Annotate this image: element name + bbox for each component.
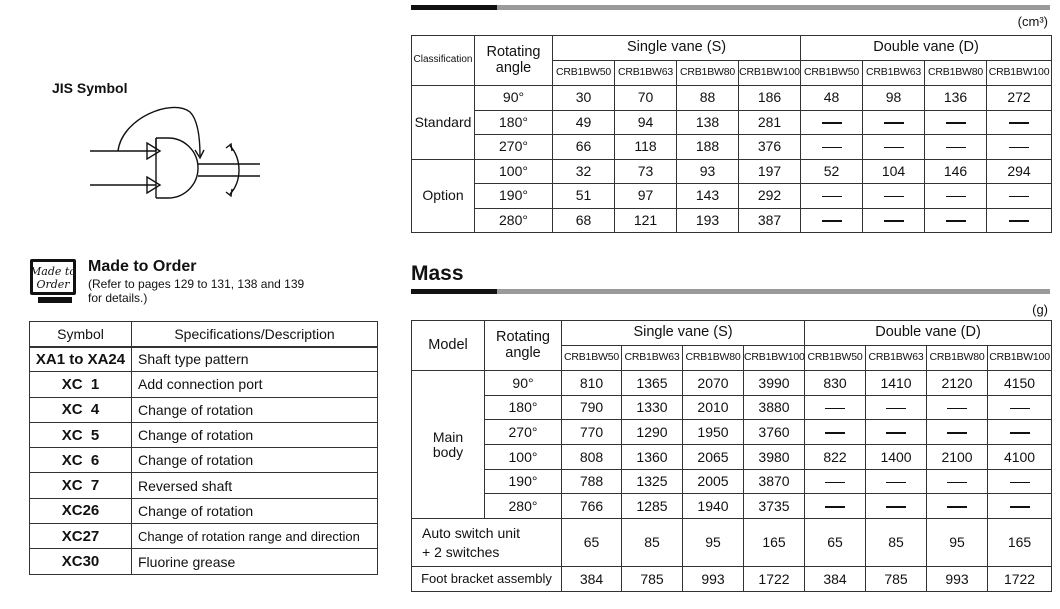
model-column-header: CRB1BW50: [553, 61, 615, 86]
value-cell: 4150: [988, 371, 1052, 396]
value-cell: [805, 420, 866, 445]
angle-cell: 180°: [475, 110, 553, 135]
dash-mark: [825, 432, 845, 434]
value-cell: 138: [677, 110, 739, 135]
dash-mark: [947, 408, 967, 410]
description-cell: Change of rotation: [132, 422, 378, 447]
table-row: [30, 372, 378, 397]
value-cell: 3980: [744, 445, 805, 470]
mass-title: Mass: [411, 262, 464, 285]
value-cell: [987, 208, 1052, 233]
mass-section-rule: [411, 289, 1050, 294]
value-cell: [987, 135, 1052, 160]
value-cell: [925, 208, 987, 233]
angle-cell: 90°: [485, 371, 562, 396]
dash-mark: [825, 506, 845, 508]
value-cell: 1330: [622, 395, 683, 420]
dash-mark: [884, 122, 904, 124]
model-column-header: CRB1BW63: [622, 346, 683, 371]
value-cell: 1360: [622, 445, 683, 470]
angle-cell: 190°: [475, 184, 553, 209]
value-cell: 766: [562, 494, 622, 519]
table-row: [30, 498, 378, 523]
value-cell: [866, 420, 927, 445]
auto-switch-label-line: + 2 switches: [422, 543, 500, 560]
value-cell: [863, 135, 925, 160]
value-cell: 2005: [683, 469, 744, 494]
dash-mark: [886, 506, 906, 508]
value-cell: 186: [739, 86, 801, 111]
value-cell: [805, 395, 866, 420]
model-column-header: CRB1BW63: [863, 61, 925, 86]
value-cell: 3990: [744, 371, 805, 396]
value-cell: 48: [801, 86, 863, 111]
value-cell: 95: [927, 519, 988, 567]
symbol-cell: XC 6: [30, 448, 132, 473]
value-cell: 93: [677, 159, 739, 184]
value-cell: 830: [805, 371, 866, 396]
value-cell: 387: [739, 208, 801, 233]
angle-cell: 90°: [475, 86, 553, 111]
table-row: [412, 184, 1052, 209]
dash-mark: [1009, 147, 1029, 149]
classification-header: Classification: [412, 36, 475, 86]
table-row: [412, 395, 1052, 420]
value-cell: [805, 494, 866, 519]
value-cell: [863, 110, 925, 135]
dash-mark: [822, 122, 842, 124]
value-cell: [863, 184, 925, 209]
value-cell: 993: [683, 567, 744, 592]
value-cell: 118: [615, 135, 677, 160]
value-cell: [866, 469, 927, 494]
value-cell: 1722: [988, 567, 1052, 592]
model-column-header: CRB1BW80: [927, 346, 988, 371]
table-row: [412, 420, 1052, 445]
value-cell: 70: [615, 86, 677, 111]
dash-mark: [886, 432, 906, 434]
svg-text:Order: Order: [36, 278, 70, 291]
description-cell: Reversed shaft: [132, 473, 378, 498]
value-cell: 3870: [744, 469, 805, 494]
value-cell: 790: [562, 395, 622, 420]
value-cell: 32: [553, 159, 615, 184]
dash-mark: [822, 196, 842, 198]
value-cell: 808: [562, 445, 622, 470]
jis-symbol-diagram: [60, 98, 270, 218]
value-cell: 2065: [683, 445, 744, 470]
value-cell: 66: [553, 135, 615, 160]
value-cell: 68: [553, 208, 615, 233]
value-cell: 85: [866, 519, 927, 567]
classification-label: Option: [412, 159, 475, 233]
value-cell: 143: [677, 184, 739, 209]
double-vane-header: Double vane (D): [801, 36, 1052, 61]
value-cell: 97: [615, 184, 677, 209]
value-cell: [863, 208, 925, 233]
angle-cell: 270°: [485, 420, 562, 445]
value-cell: 272: [987, 86, 1052, 111]
symbol-cell: XA1 to XA24: [30, 347, 132, 372]
auto-switch-row: [412, 519, 1052, 567]
value-cell: 1285: [622, 494, 683, 519]
value-cell: [866, 395, 927, 420]
value-cell: 1410: [866, 371, 927, 396]
table-row: [30, 397, 378, 422]
value-cell: 1940: [683, 494, 744, 519]
value-cell: 1722: [744, 567, 805, 592]
auto-switch-label-line: Auto switch unit: [422, 525, 521, 542]
symbol-cell: XC 1: [30, 372, 132, 397]
value-cell: 104: [863, 159, 925, 184]
main-body-label: [412, 371, 485, 519]
dash-mark: [822, 220, 842, 222]
value-cell: [927, 494, 988, 519]
value-cell: 384: [805, 567, 866, 592]
model-column-header: CRB1BW100: [739, 61, 801, 86]
value-cell: 294: [987, 159, 1052, 184]
value-cell: 810: [562, 371, 622, 396]
dash-mark: [1009, 196, 1029, 198]
value-cell: [987, 184, 1052, 209]
dash-mark: [946, 196, 966, 198]
dash-mark: [946, 220, 966, 222]
volume-unit: (cm³): [1017, 14, 1048, 29]
value-cell: 1365: [622, 371, 683, 396]
symbol-cell: XC30: [30, 549, 132, 574]
value-cell: [927, 469, 988, 494]
description-cell: Change of rotation: [132, 397, 378, 422]
symbol-header: Symbol: [30, 322, 132, 347]
svg-text:Made to: Made to: [30, 265, 76, 278]
model-column-header: CRB1BW80: [683, 346, 744, 371]
value-cell: [801, 110, 863, 135]
table-row: [412, 159, 1052, 184]
dash-mark: [1010, 408, 1030, 410]
dash-mark: [884, 196, 904, 198]
volume-table: [411, 35, 1052, 233]
value-cell: [866, 494, 927, 519]
model-column-header: CRB1BW50: [562, 346, 622, 371]
value-cell: [805, 469, 866, 494]
made-to-order-table: [29, 321, 378, 575]
dash-mark: [946, 122, 966, 124]
model-column-header: CRB1BW80: [925, 61, 987, 86]
description-cell: Change of rotation: [132, 448, 378, 473]
value-cell: 188: [677, 135, 739, 160]
value-cell: [987, 110, 1052, 135]
angle-cell: 190°: [485, 469, 562, 494]
angle-cell: 280°: [485, 494, 562, 519]
symbol-cell: XC 4: [30, 397, 132, 422]
value-cell: 136: [925, 86, 987, 111]
value-cell: [927, 420, 988, 445]
table-row: [30, 422, 378, 447]
value-cell: 376: [739, 135, 801, 160]
angle-cell: 100°: [485, 445, 562, 470]
model-column-header: CRB1BW100: [987, 61, 1052, 86]
dash-mark: [1009, 220, 1029, 222]
single-vane-header: Single vane (S): [553, 36, 801, 61]
value-cell: 85: [622, 519, 683, 567]
angle-cell: 180°: [485, 395, 562, 420]
model-column-header: CRB1BW80: [677, 61, 739, 86]
dash-mark: [884, 147, 904, 149]
angle-cell: 280°: [475, 208, 553, 233]
model-column-header: CRB1BW63: [615, 61, 677, 86]
angle-cell: 100°: [475, 159, 553, 184]
value-cell: [801, 208, 863, 233]
dash-mark: [822, 147, 842, 149]
value-cell: 993: [927, 567, 988, 592]
table-row: [30, 347, 378, 372]
dash-mark: [884, 220, 904, 222]
made-to-order-title: Made to Order: [88, 258, 197, 275]
symbol-cell: XC 7: [30, 473, 132, 498]
jis-symbol-title: JIS Symbol: [52, 80, 128, 96]
value-cell: [801, 184, 863, 209]
value-cell: 95: [683, 519, 744, 567]
foot-bracket-row: [412, 567, 1052, 592]
model-column-header: CRB1BW63: [866, 346, 927, 371]
made-to-order-icon: [30, 259, 78, 305]
dash-mark: [886, 482, 906, 484]
classification-label: Standard: [412, 86, 475, 160]
dash-mark: [1010, 482, 1030, 484]
dash-mark: [947, 506, 967, 508]
table-row: [412, 208, 1052, 233]
value-cell: 1950: [683, 420, 744, 445]
value-cell: 73: [615, 159, 677, 184]
value-cell: 2010: [683, 395, 744, 420]
made-to-order-subtitle: (Refer to pages 129 to 131, 138 and 139 for details.): [88, 277, 305, 305]
description-cell: Shaft type pattern: [132, 347, 378, 372]
table-row: [30, 549, 378, 574]
dash-mark: [886, 408, 906, 410]
value-cell: [925, 184, 987, 209]
value-cell: 2120: [927, 371, 988, 396]
table-row: [30, 524, 378, 549]
value-cell: 3880: [744, 395, 805, 420]
value-cell: 65: [805, 519, 866, 567]
model-header: Model: [412, 321, 485, 371]
value-cell: [988, 494, 1052, 519]
value-cell: [988, 420, 1052, 445]
dash-mark: [825, 408, 845, 410]
model-column-header: CRB1BW100: [744, 346, 805, 371]
value-cell: 52: [801, 159, 863, 184]
symbol-cell: XC26: [30, 498, 132, 523]
mass-single-vane-header: Single vane (S): [562, 321, 805, 346]
dash-mark: [1010, 506, 1030, 508]
value-cell: 770: [562, 420, 622, 445]
symbol-cell: XC 5: [30, 422, 132, 447]
table-row: [412, 371, 1052, 396]
table-row: [412, 110, 1052, 135]
symbol-cell: XC27: [30, 524, 132, 549]
mass-unit: (g): [1032, 302, 1048, 317]
value-cell: 65: [562, 519, 622, 567]
mass-double-vane-header: Double vane (D): [805, 321, 1052, 346]
value-cell: 785: [866, 567, 927, 592]
table-row: [30, 473, 378, 498]
description-cell: Change of rotation: [132, 498, 378, 523]
rotating-angle-header: Rotating angle: [475, 36, 553, 86]
value-cell: 165: [988, 519, 1052, 567]
model-column-header: CRB1BW100: [988, 346, 1052, 371]
value-cell: 788: [562, 469, 622, 494]
main-body-label-line: Main: [432, 428, 464, 445]
value-cell: 51: [553, 184, 615, 209]
value-cell: 4100: [988, 445, 1052, 470]
dash-mark: [947, 432, 967, 434]
description-cell: Fluorine grease: [132, 549, 378, 574]
value-cell: [927, 395, 988, 420]
top-section-rule: [411, 5, 1050, 10]
value-cell: 98: [863, 86, 925, 111]
description-cell: Add connection port: [132, 372, 378, 397]
description-cell: Change of rotation range and direction: [132, 524, 378, 549]
value-cell: 1400: [866, 445, 927, 470]
value-cell: 94: [615, 110, 677, 135]
table-row: [412, 469, 1052, 494]
dash-mark: [1010, 432, 1030, 434]
auto-switch-label: [412, 519, 562, 567]
value-cell: 281: [739, 110, 801, 135]
model-column-header: CRB1BW50: [801, 61, 863, 86]
dash-mark: [825, 482, 845, 484]
value-cell: 193: [677, 208, 739, 233]
value-cell: 197: [739, 159, 801, 184]
dash-mark: [946, 147, 966, 149]
angle-cell: 270°: [475, 135, 553, 160]
value-cell: 785: [622, 567, 683, 592]
value-cell: 822: [805, 445, 866, 470]
value-cell: [988, 395, 1052, 420]
table-row: [412, 494, 1052, 519]
value-cell: 1290: [622, 420, 683, 445]
table-row: [412, 135, 1052, 160]
foot-bracket-label: Foot bracket assembly: [412, 567, 562, 592]
table-row: [30, 448, 378, 473]
value-cell: 30: [553, 86, 615, 111]
value-cell: 3735: [744, 494, 805, 519]
main-body-label-line: body: [432, 443, 464, 460]
table-row: [412, 86, 1052, 111]
model-column-header: CRB1BW50: [805, 346, 866, 371]
value-cell: 1325: [622, 469, 683, 494]
mass-rotating-angle-header: Rotating angle: [485, 321, 562, 371]
value-cell: 384: [562, 567, 622, 592]
value-cell: 121: [615, 208, 677, 233]
dash-mark: [947, 482, 967, 484]
value-cell: 3760: [744, 420, 805, 445]
value-cell: 49: [553, 110, 615, 135]
value-cell: [925, 135, 987, 160]
mass-table: [411, 320, 1052, 592]
value-cell: [801, 135, 863, 160]
value-cell: 146: [925, 159, 987, 184]
value-cell: 292: [739, 184, 801, 209]
value-cell: [925, 110, 987, 135]
table-row: [412, 445, 1052, 470]
value-cell: 165: [744, 519, 805, 567]
value-cell: 2070: [683, 371, 744, 396]
dash-mark: [1009, 122, 1029, 124]
value-cell: 2100: [927, 445, 988, 470]
value-cell: [988, 469, 1052, 494]
value-cell: 88: [677, 86, 739, 111]
spec-header: Specifications/Description: [132, 322, 378, 347]
